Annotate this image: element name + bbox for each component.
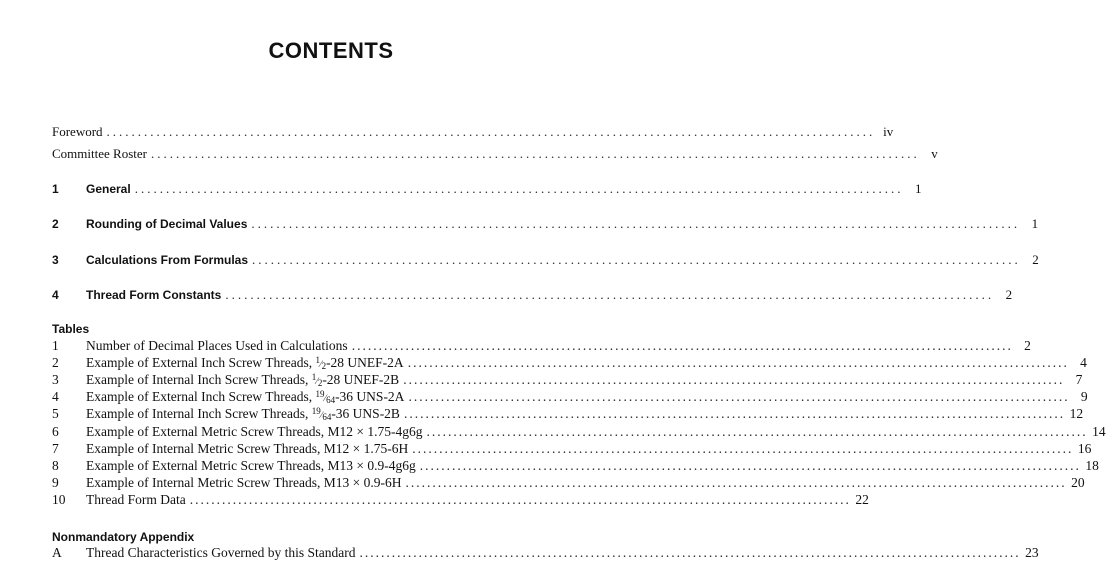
table-title: Example of Internal Metric Screw Threads, M13 × 0.9-6H (86, 475, 402, 490)
table-number: 6 (52, 424, 59, 439)
table-number: 7 (52, 441, 59, 456)
table-title: Example of External Metric Screw Threads, M13 × 0.9-4g6g (86, 458, 416, 473)
section-title: Calculations From Formulas (86, 253, 249, 267)
table-number: 4 (52, 389, 59, 404)
table-title: Number of Decimal Places Used in Calculations (86, 338, 348, 353)
fraction: 19⁄64 (315, 389, 336, 405)
table-number: 1 (52, 338, 59, 353)
table-page: 7 (1075, 372, 1083, 387)
dot-leader: ........................................................................................................................... (426, 424, 1088, 439)
toc-section-4[interactable] (52, 287, 1013, 303)
table-entry-1[interactable] (52, 338, 1031, 354)
section-number: 2 (52, 217, 59, 231)
toc-section-1[interactable] (52, 181, 922, 197)
toc-entry-page: iv (883, 124, 894, 139)
dot-leader: ........................................................................................................................... (251, 216, 1021, 231)
table-title: Example of External Metric Screw Threads, M12 × 1.75-4g6g (86, 424, 423, 439)
toc-entry-label: Committee Roster (52, 146, 147, 161)
dot-leader: ........................................................................................................................... (252, 252, 1021, 267)
appendix-title: Thread Characteristics Governed by this Standard (86, 545, 356, 560)
dot-leader: ........................................................................................................................... (403, 406, 1066, 421)
table-title: Example of External Inch Screw Threads, 19⁄64-36 UNS-2A (86, 389, 405, 405)
table-title: Example of Internal Inch Screw Threads, 1⁄2-28 UNEF-2B (86, 372, 400, 388)
toc-entry-foreword[interactable] (52, 124, 894, 140)
fraction: 1⁄2 (315, 355, 327, 371)
table-page: 2 (1024, 338, 1031, 353)
dot-leader: ........................................................................................................................... (106, 124, 876, 139)
dot-leader: ........................................................................................................................... (407, 355, 1069, 370)
section-page: 2 (1032, 252, 1039, 267)
section-number: 3 (52, 253, 59, 267)
section-number: 1 (52, 182, 59, 196)
toc-section-2[interactable] (52, 216, 1039, 232)
section-title: Thread Form Constants (86, 288, 222, 302)
toc-section-3[interactable] (52, 252, 1039, 268)
toc-entry-committee-roster[interactable] (52, 146, 938, 162)
table-number: 8 (52, 458, 59, 473)
table-title: Thread Form Data (86, 492, 186, 507)
table-number: 3 (52, 372, 59, 387)
table-entry-8[interactable] (52, 458, 1099, 474)
section-title: Rounding of Decimal Values (86, 217, 248, 231)
dot-leader: ........................................................................................................................... (359, 545, 1021, 560)
table-title: Example of Internal Inch Screw Threads, 19⁄64-36 UNS-2B (86, 406, 400, 422)
appendix-entry-a[interactable] (52, 545, 1039, 561)
table-title: Example of External Inch Screw Threads, 1⁄2-28 UNEF-2A (86, 355, 404, 371)
table-page: 22 (855, 492, 869, 507)
toc-entry-label: Foreword (52, 124, 103, 139)
dot-leader: ........................................................................................................................... (408, 389, 1070, 404)
fraction: 1⁄2 (311, 372, 323, 388)
section-page: 1 (914, 181, 922, 196)
table-page: 16 (1077, 441, 1092, 456)
tables-heading: Tables (52, 322, 90, 336)
table-page: 9 (1080, 389, 1088, 404)
dot-leader: ........................................................................................................................... (150, 146, 920, 161)
table-entry-10[interactable] (52, 492, 869, 508)
appendix-page: 23 (1025, 545, 1039, 560)
table-number: 5 (52, 406, 59, 421)
table-entry-5[interactable] (52, 406, 1084, 422)
dot-leader: ........................................................................................................................... (189, 492, 851, 507)
table-page: 18 (1085, 458, 1099, 473)
table-entry-2[interactable] (52, 355, 1087, 371)
table-page: 20 (1071, 475, 1085, 490)
table-entry-9[interactable] (52, 475, 1085, 491)
dot-leader: ........................................................................................................................... (419, 458, 1081, 473)
fraction: 19⁄64 (311, 406, 332, 422)
section-number: 4 (52, 288, 59, 302)
table-entry-4[interactable] (52, 389, 1088, 405)
table-number: 10 (52, 492, 66, 507)
dot-leader: ........................................................................................................................... (403, 372, 1065, 387)
table-number: 2 (52, 355, 59, 370)
page-title: CONTENTS (268, 38, 394, 63)
dot-leader: ........................................................................................................................... (225, 287, 995, 302)
dot-leader: ........................................................................................................................... (351, 338, 1013, 353)
dot-leader: ........................................................................................................................... (134, 181, 904, 196)
section-page: 1 (1031, 216, 1039, 231)
section-title: General (86, 182, 131, 196)
table-entry-6[interactable] (52, 424, 1106, 440)
section-page: 2 (1005, 287, 1013, 302)
table-page: 12 (1069, 406, 1084, 421)
table-entry-3[interactable] (52, 372, 1083, 388)
table-title: Example of Internal Metric Screw Threads, M12 × 1.75-6H (86, 441, 409, 456)
dot-leader: ........................................................................................................................... (405, 475, 1067, 490)
table-number: 9 (52, 475, 59, 490)
table-page: 14 (1092, 424, 1106, 439)
appendix-heading: Nonmandatory Appendix (52, 530, 195, 544)
table-entry-7[interactable] (52, 441, 1092, 457)
toc-entry-page: v (931, 146, 938, 161)
dot-leader: ........................................................................................................................... (412, 441, 1074, 456)
appendix-letter: A (52, 545, 62, 560)
table-page: 4 (1080, 355, 1087, 370)
